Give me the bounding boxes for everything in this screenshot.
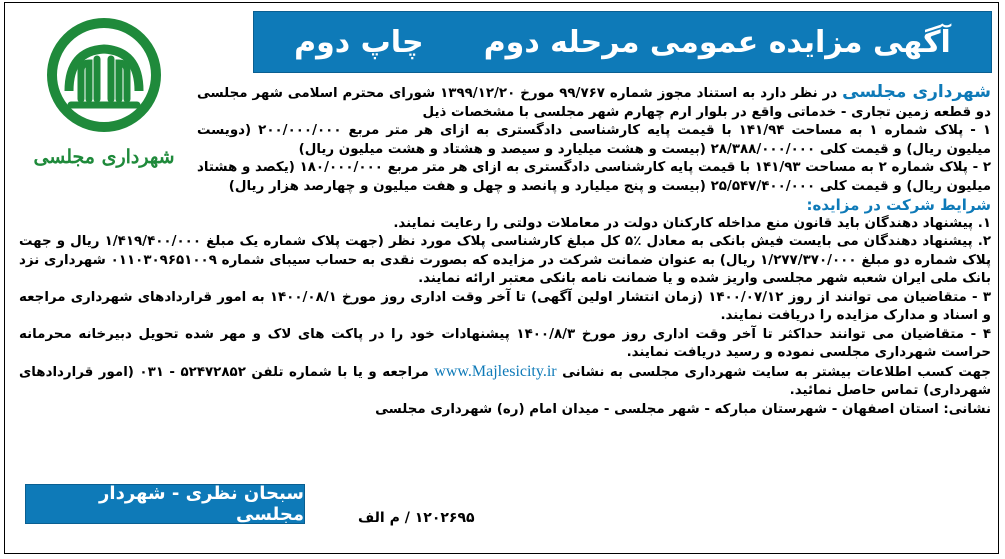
contact-before: جهت کسب اطلاعات بیشتر به سایت شهرداری مجلسی به نشانی	[556, 364, 991, 380]
lead-section	[19, 83, 991, 196]
website-link[interactable]: www.Majlesicity.ir	[434, 362, 557, 380]
ad-title-banner	[253, 11, 992, 73]
contact-paragraph	[19, 363, 991, 401]
conditions-title: شرایط شرکت در مزایده:	[806, 196, 991, 214]
condition-4: ۴ - متقاضیان می توانند حداکثر تا آخر وقت اداری روز مورخ ۱۴۰۰/۸/۳ پیشنهادات خود را در پاکت های لاک و مهر شده تحویل دبیرخانه محرمانه حراست شهرداری مجلسی نموده و رسید دریافت نمایند.	[19, 326, 992, 360]
ad-code: ۱۲۰۲۶۹۵ / م الف	[358, 510, 475, 526]
plot-item-2: ۲ - پلاک شماره ۲ به مساحت ۱۴۱/۹۳ با قیمت پایه کارشناسی دادگستری به ازای هر متر مربع ۱۸۰/۰۰۰/۰۰۰ (یکصد و هشتاد میلیون ریال) و قیمت کلی ۲۵/۵۴۷/۴۰۰/۰۰۰ (بیست و پنج میلیارد و پانصد و چهل و هفت میلیون و چهارصد هزار ریال)	[197, 160, 992, 194]
ad-body	[19, 83, 991, 419]
intro-paragraph	[197, 83, 991, 122]
logo-text: شهرداری مجلسی	[33, 146, 175, 168]
organization-name: شهرداری مجلسی	[842, 82, 991, 102]
advertisement-frame	[4, 2, 999, 554]
address-line: نشانی: استان اصفهان - شهرستان مبارکه - شهر مجلسی - میدان امام (ره) شهرداری مجلسی	[375, 401, 991, 417]
condition-2: ۲. پیشنهاد دهندگان می بایست فیش بانکی به معادل ٪۵ کل مبلغ کارشناسی پلاک مورد نظر (جهت پلاک شماره یک مبلغ ۱/۴۱۹/۴۰۰/۰۰۰ ریال و جهت پلاک شماره دو مبلغ ۱/۲۷۷/۳۷۰/۰۰۰ ریال) به عنوان ضمانت شرکت در مزایده که بصورت نقدی به حساب سیبای شماره ۰۱۱۰۳۰۹۶۵۱۰۰۹ شهرداری نزد بانک ملی ایران شعبه شهر مجلسی واریز شده و یا ضمانت نامه بانکی معتبر ارائه نمایند.	[19, 234, 992, 286]
mayor-signature: سبحان نظری - شهردار مجلسی	[99, 483, 304, 525]
print-label: چاپ دوم	[294, 24, 424, 60]
ad-title: آگهی مزایده عمومی مرحله دوم	[483, 24, 951, 60]
mayor-signature-box	[25, 484, 305, 524]
intro-text: در نظر دارد به استناد مجوز شماره ۹۹/۷۶۷ مورخ ۱۳۹۹/۱۲/۲۰ شورای محترم اسلامی شهر مجلسی دو قطعه زمین تجاری - خدماتی واقع در بلوار ارم چهارم شهر مجلسی با مشخصات ذیل	[197, 86, 991, 120]
plot-item-1: ۱ - پلاک شماره ۱ به مساحت ۱۴۱/۹۴ با قیمت پایه کارشناسی دادگستری به ازای هر متر مربع ۲۰۰/۰۰۰/۰۰۰ (دویست میلیون ریال) و قیمت کلی ۲۸/۳۸۸/۰۰۰/۰۰۰ (بیست و هشت میلیارد و سیصد و هشتاد و هشت میلیون ریال)	[197, 123, 992, 157]
condition-1: ۱. پیشنهاد دهندگان باید قانون منع مداخله کارکنان دولت در معاملات دولتی را رعایت نمایند.	[393, 215, 991, 231]
contact-after: مراجعه و یا با شماره تلفن ۵۲۴۷۲۸۵۲ - ۰۳۱ (امور قراردادهای شهرداری) تماس حاصل نمائید.	[19, 364, 991, 398]
condition-3: ۳ - متقاضیان می توانند از روز ۱۴۰۰/۰۷/۱۲ (زمان انتشار اولین آگهی) تا آخر وقت اداری روز مورخ ۱۴۰۰/۰۸/۱ به امور قراردادهای شهرداری مراجعه و اسناد و مدارک مزایده را دریافت نمایند.	[19, 289, 991, 323]
